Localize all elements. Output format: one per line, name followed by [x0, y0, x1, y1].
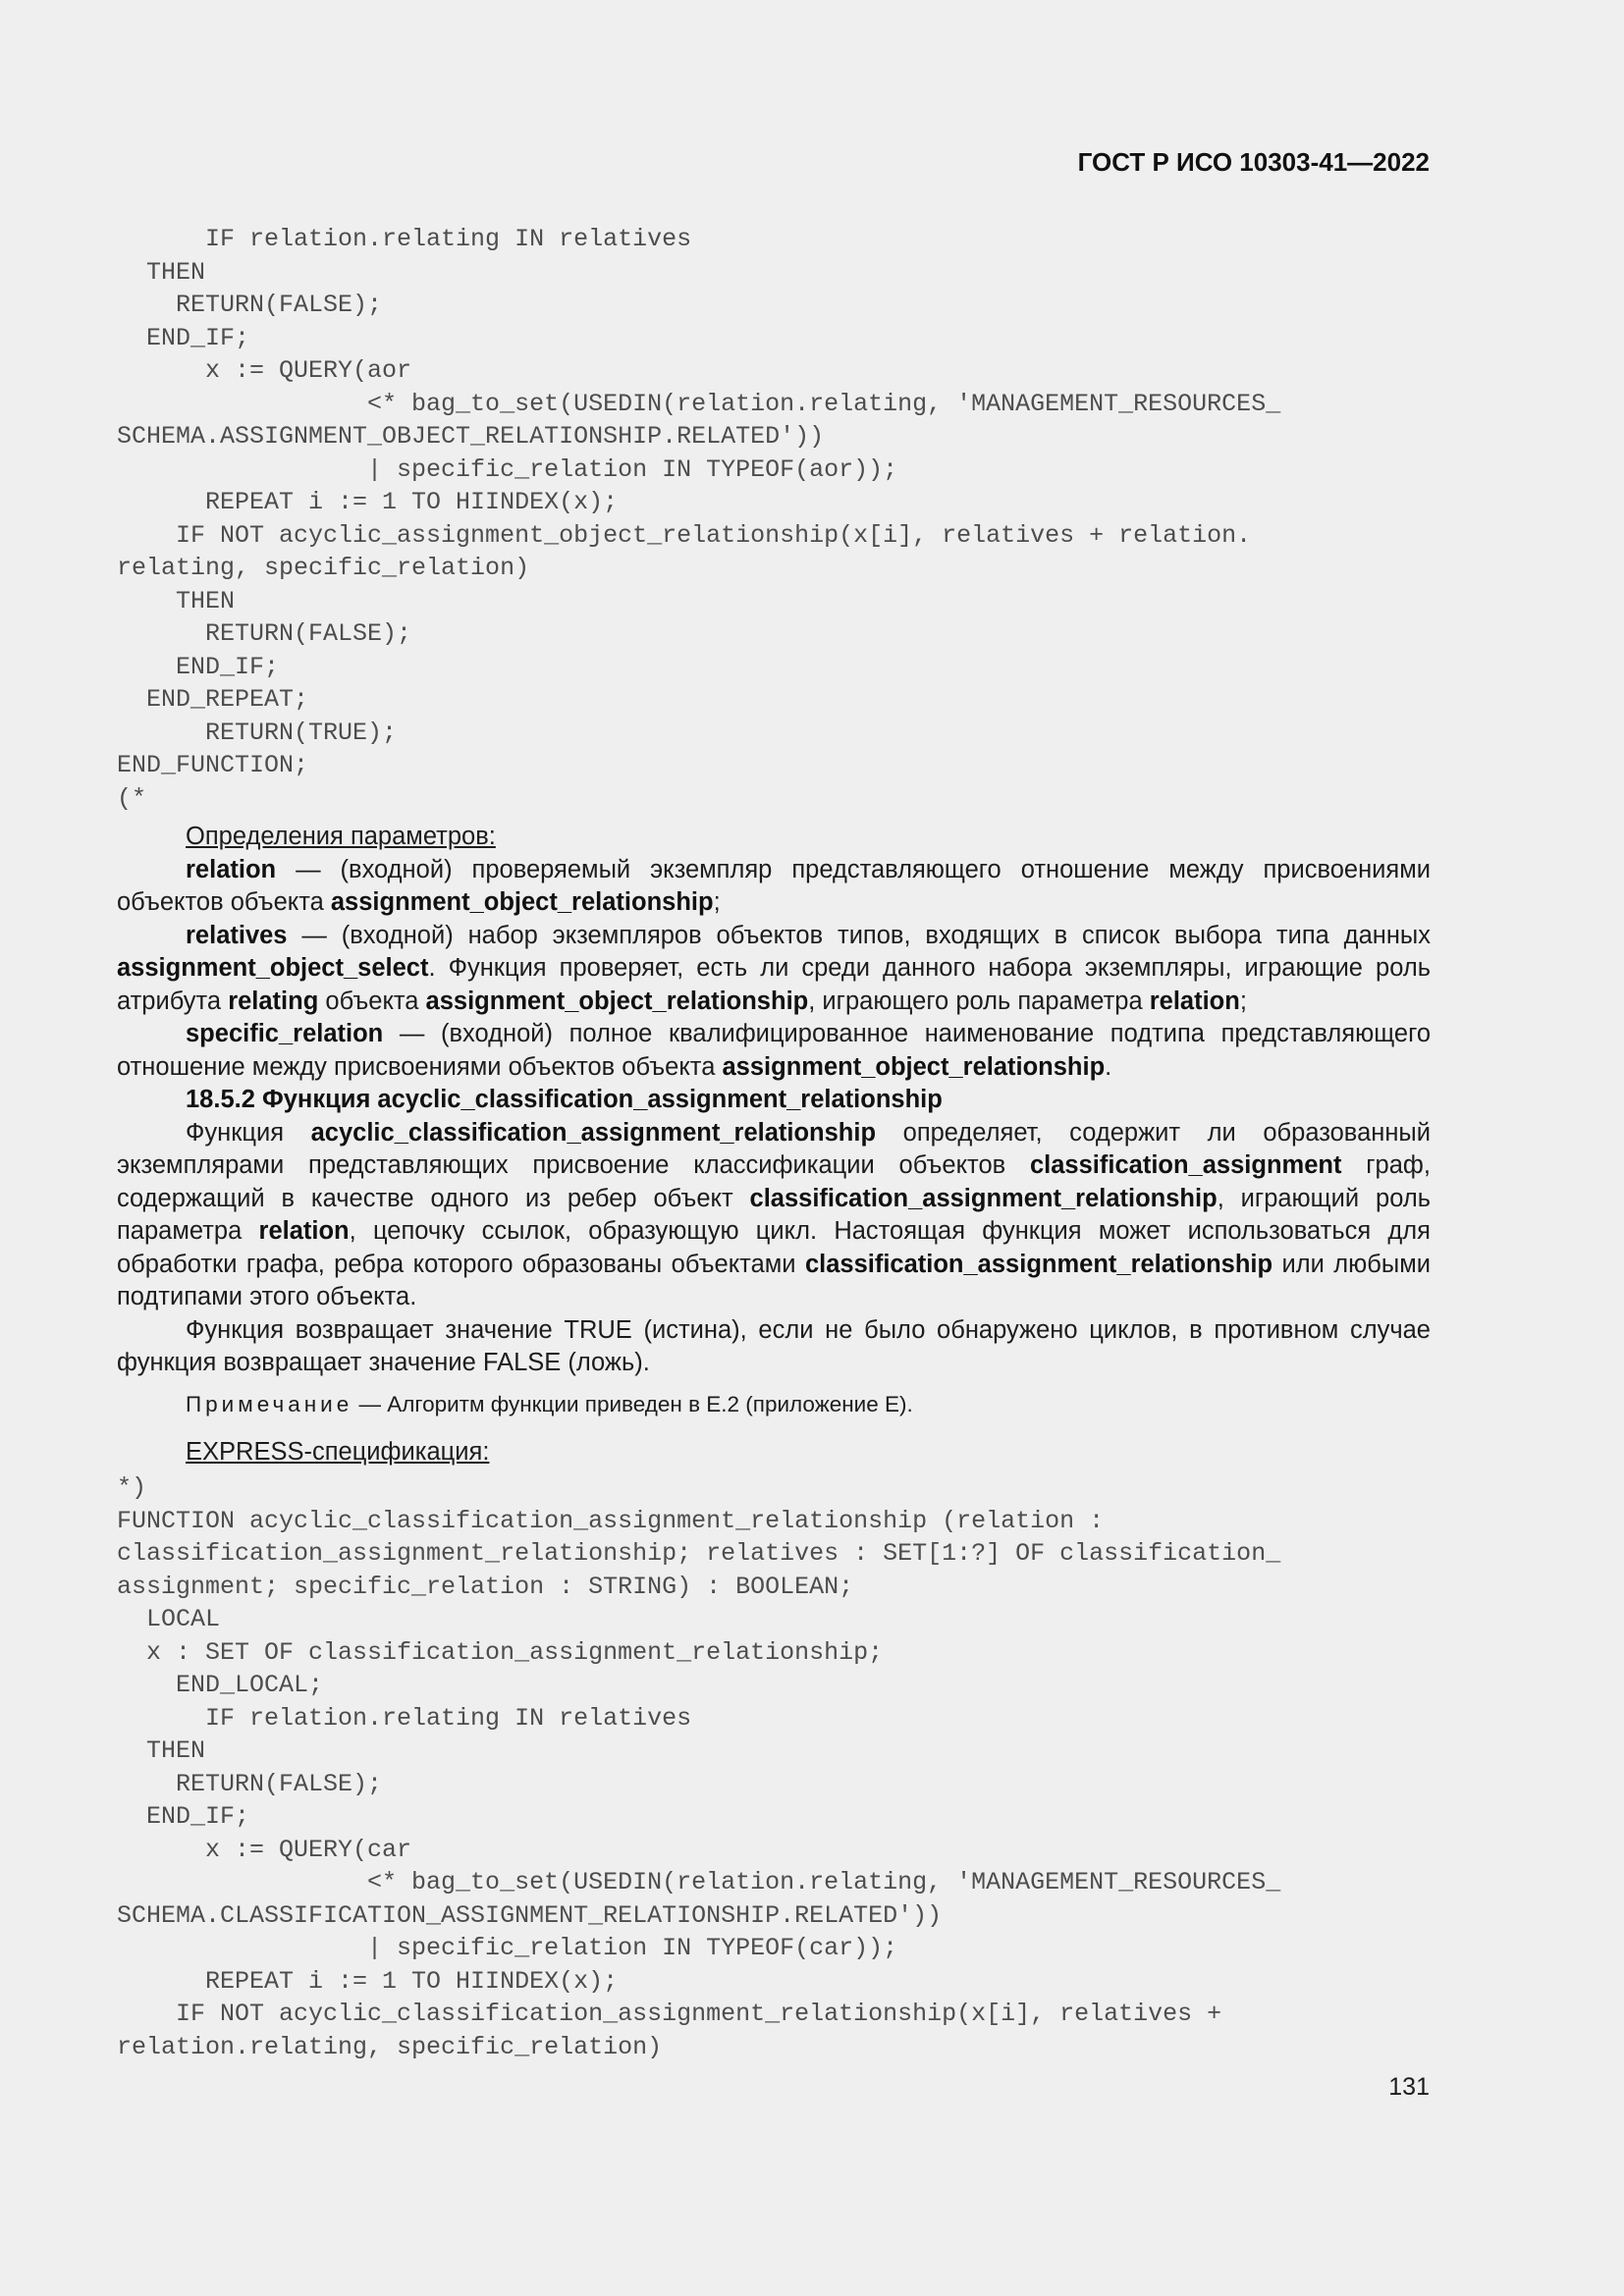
code-line: FUNCTION acyclic_classification_assignment_relationship (relation : [117, 1506, 1105, 1535]
code-line: THEN [117, 1736, 206, 1765]
code-line: assignment; specific_relation : STRING) : BOOLEAN; [117, 1572, 854, 1601]
page-number: 131 [1388, 2073, 1430, 2101]
code-line: RETURN(FALSE); [117, 619, 412, 648]
express-heading: EXPRESS-спецификация: [186, 1438, 490, 1466]
code-line: x := QUERY(car [117, 1835, 412, 1864]
code-line: x := QUERY(aor [117, 356, 412, 385]
code-line: LOCAL [117, 1605, 221, 1633]
express-heading-block [117, 1436, 1431, 1469]
code-line: RETURN(FALSE); [117, 1769, 383, 1798]
note: Примечание — Алгоритм функции приведен в Е.2 (приложение Е). [186, 1392, 913, 1416]
code-line: relating, specific_relation) [117, 554, 530, 582]
code-line: REPEAT i := 1 TO HIINDEX(x); [117, 488, 619, 516]
code-line: <* bag_to_set(USEDIN(relation.relating, 'MANAGEMENT_RESOURCES_ [117, 1868, 1281, 1896]
code-line: END_REPEAT; [117, 685, 309, 714]
code-line: <* bag_to_set(USEDIN(relation.relating, 'MANAGEMENT_RESOURCES_ [117, 389, 1281, 418]
code-line: IF NOT acyclic_assignment_object_relationship(x[i], relatives + relation. [117, 520, 1252, 550]
code-block-bottom [117, 1471, 1280, 2063]
code-line: THEN [117, 257, 206, 287]
param-relation: relation — (входной) проверяемый экземпляр представляющего отношение между присвоениями объектов объекта assignment_object_relationship; [117, 855, 1431, 916]
document-header: ГОСТ Р ИСО 10303-41—2022 [1077, 147, 1430, 177]
code-line: classification_assignment_relationship; relatives : SET[1:?] OF classification_ [117, 1539, 1281, 1568]
code-line: SCHEMA.ASSIGNMENT_OBJECT_RELATIONSHIP.RELATED')) [117, 422, 825, 451]
code-line: SCHEMA.CLASSIFICATION_ASSIGNMENT_RELATIONSHIP.RELATED')) [117, 1900, 943, 1930]
param-relatives: relatives — (входной) набор экземпляров объектов типов, входящих в список выбора типа данных assignment_object_select. Функция проверяет, есть ли среди данного набора экземпляры, играющие роль атрибута relating объекта assignment_object_relationship, играющего роль параметра relation; [117, 921, 1431, 1015]
code-line: END_IF; [117, 323, 250, 352]
code-line: REPEAT i := 1 TO HIINDEX(x); [117, 1966, 619, 1996]
code-line: END_FUNCTION; [117, 751, 309, 779]
code-line: | specific_relation IN TYPEOF(aor)); [117, 454, 898, 484]
code-line: IF NOT acyclic_classification_assignment_relationship(x[i], relatives + [117, 2000, 1222, 2028]
code-line: END_IF; [117, 1802, 250, 1831]
code-line: x : SET OF classification_assignment_relationship; [117, 1637, 884, 1667]
section-paragraph-1: Функция acyclic_classification_assignment_relationship определяет, содержит ли образованный экземплярами представляющих присвоение классификации объектов classification_assignment граф, содержащий в качестве одного из ребер объект classification_assignment_relationship, играющий роль параметра relation, цепочку ссылок, образующую цикл. Настоящая функция может использоваться для обработки графа, ребра которого образованы объектами classification_assignment_relationship или любыми подтипами этого объекта. [117, 1118, 1431, 1310]
code-line: IF relation.relating IN relatives [117, 1703, 692, 1733]
code-line: (* [117, 783, 147, 813]
code-line: IF relation.relating IN relatives [117, 225, 692, 253]
code-line: RETURN(FALSE); [117, 291, 383, 319]
code-block-top [117, 223, 1280, 815]
code-line: RETURN(TRUE); [117, 718, 398, 747]
code-line: END_IF; [117, 652, 280, 681]
code-line: relation.relating, specific_relation) [117, 2032, 663, 2061]
params-heading: Определения параметров: [186, 823, 496, 850]
code-line: END_LOCAL; [117, 1671, 324, 1699]
section-heading: 18.5.2 Функция acyclic_classification_assignment_relationship [186, 1086, 943, 1113]
code-line: *) [117, 1473, 147, 1502]
parameter-definitions [117, 821, 1431, 1380]
section-paragraph-2: Функция возвращает значение TRUE (истина), если не было обнаружено циклов, в противном случае функция возвращает значение FALSE (ложь). [117, 1315, 1431, 1376]
code-line: THEN [117, 586, 236, 615]
param-specific-relation: specific_relation — (входной) полное квалифицированное наименование подтипа представляющего отношение между присвоениями объектов объекта assignment_object_relationship. [117, 1020, 1431, 1081]
code-line: | specific_relation IN TYPEOF(car)); [117, 1934, 898, 1962]
